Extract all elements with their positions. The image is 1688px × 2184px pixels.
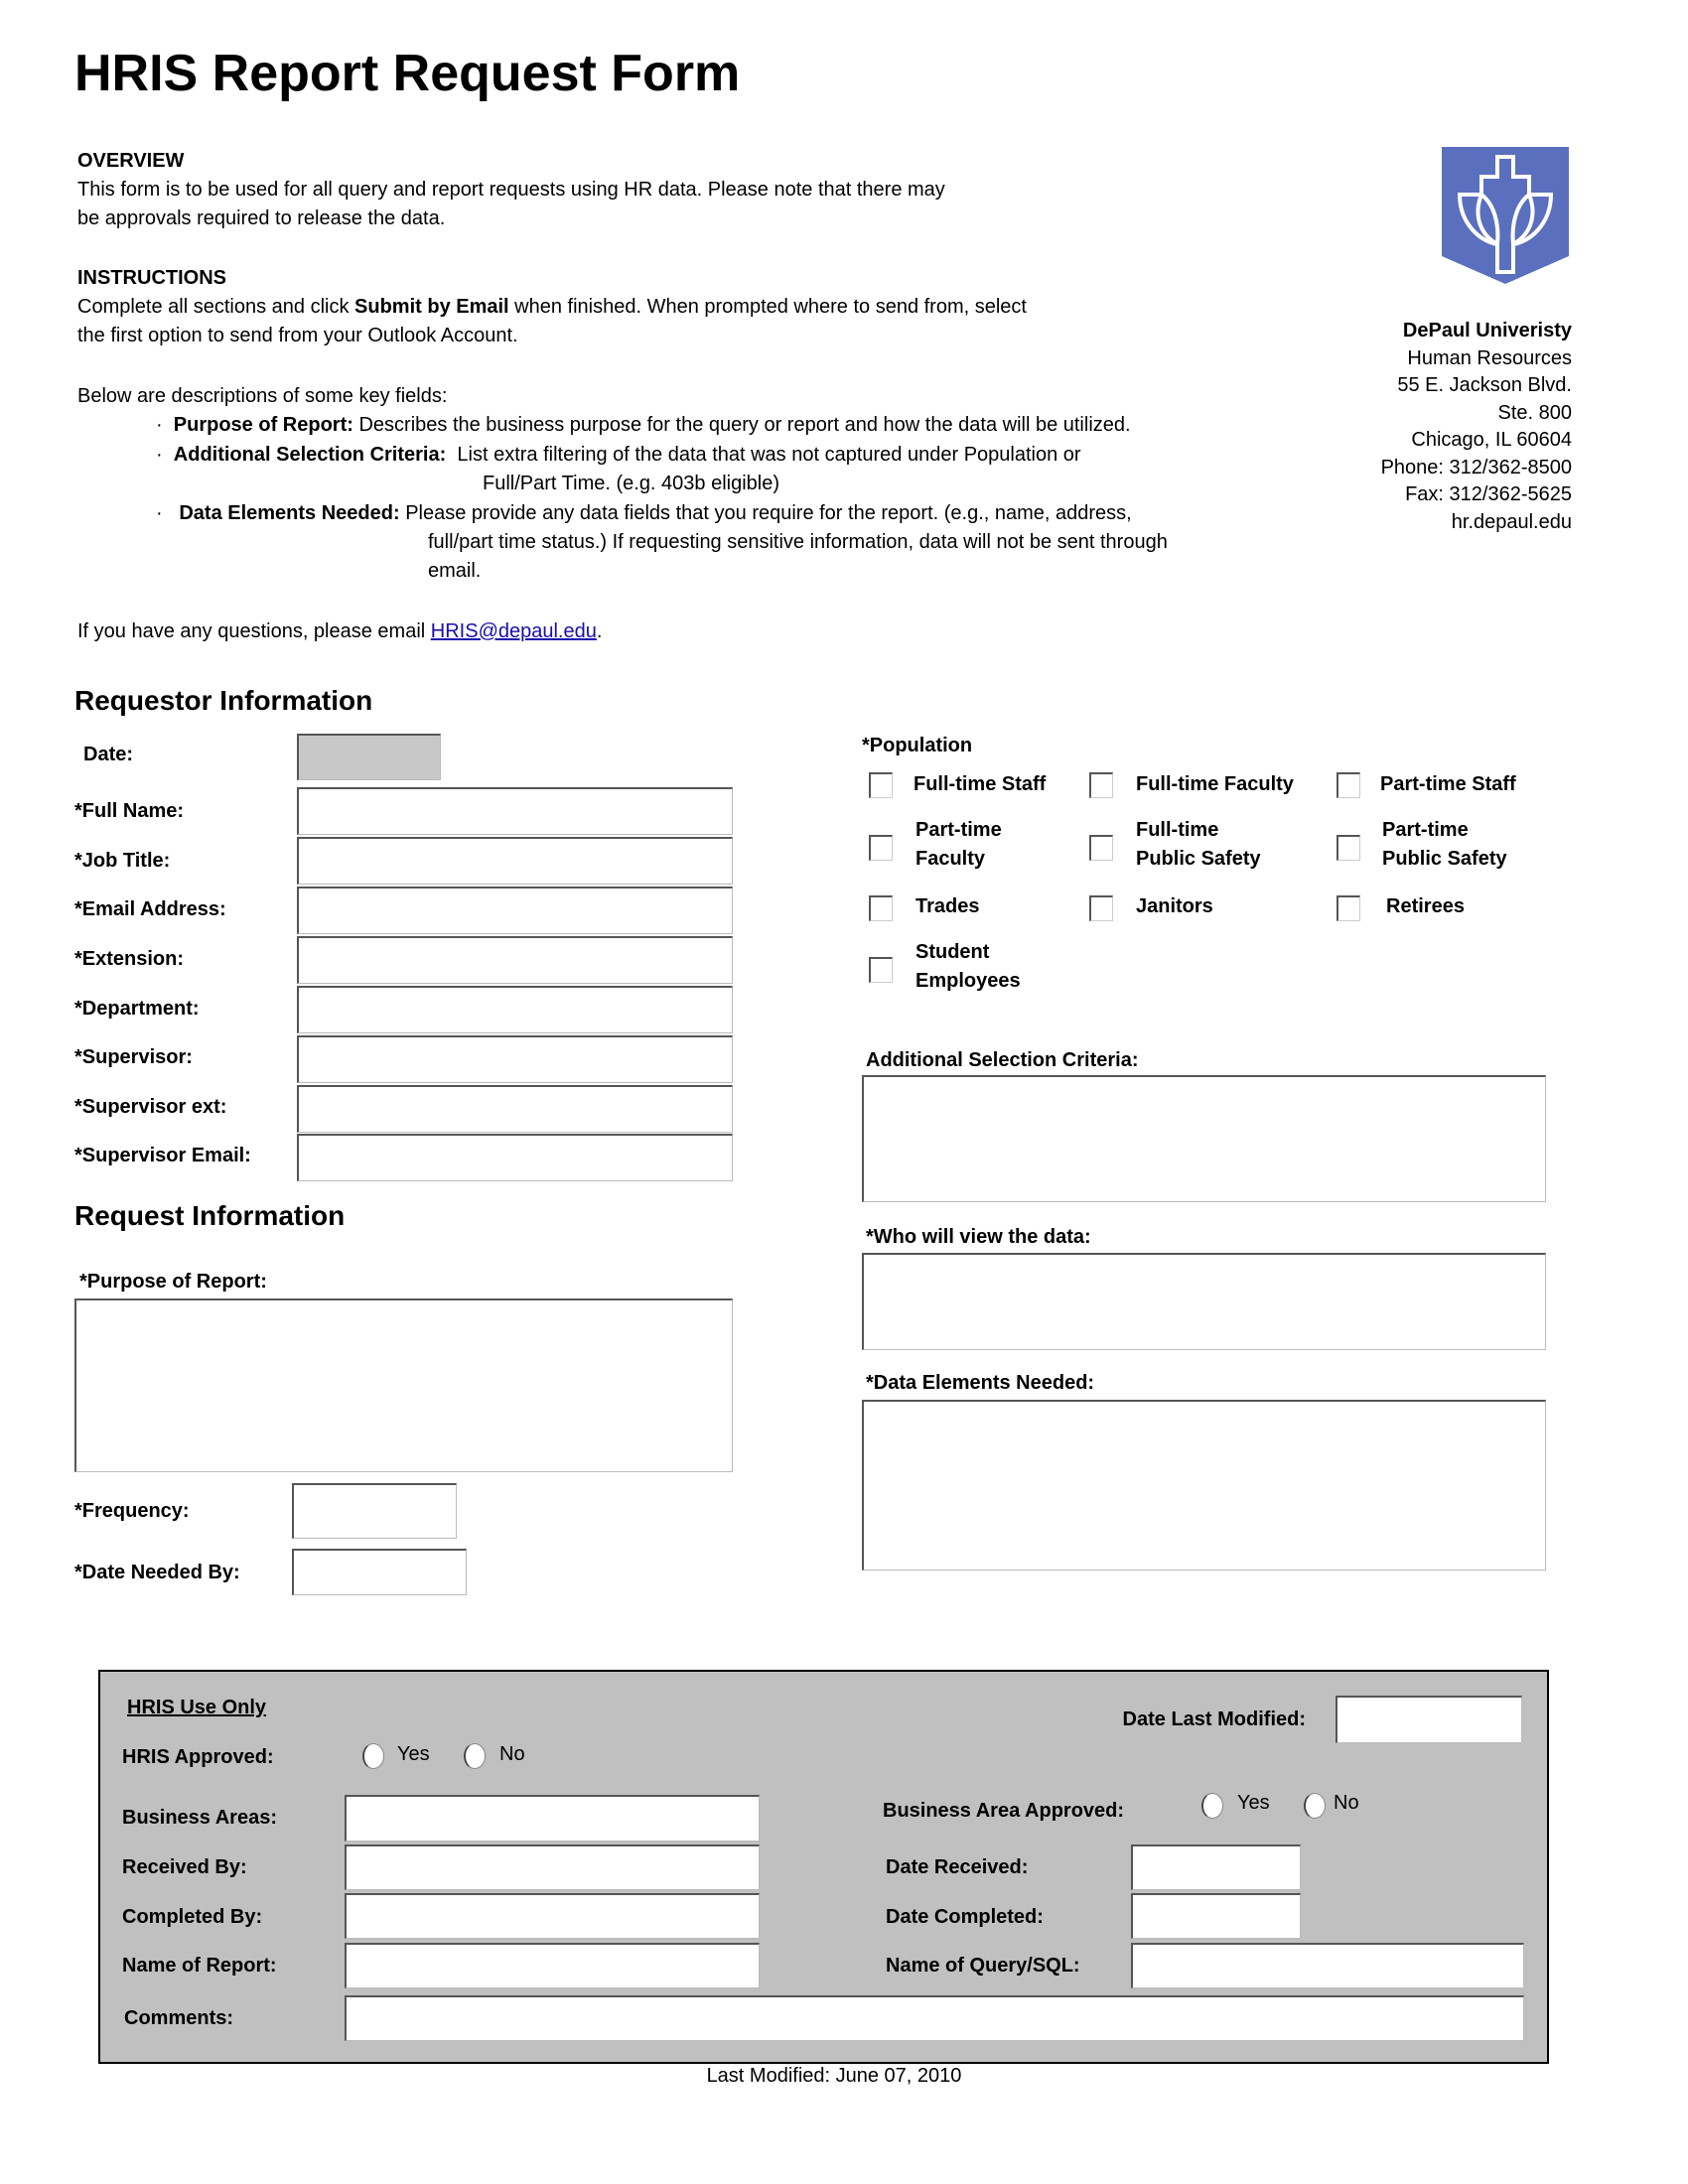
data-elements-field[interactable] xyxy=(862,1400,1546,1570)
business-areas-field[interactable] xyxy=(345,1795,760,1842)
bullet-label: Additional Selection Criteria: xyxy=(173,444,447,466)
bullet-text: Describes the business purpose for the query or report and how the data will be utilized. xyxy=(358,414,1131,436)
business-area-approved-no-radio[interactable] xyxy=(1304,1793,1326,1819)
checkbox-part-time-faculty[interactable] xyxy=(869,835,893,861)
date-last-modified-field[interactable] xyxy=(1336,1696,1522,1743)
bullet-text: Full/Part Time. (e.g. 403b eligible) xyxy=(483,473,780,494)
bullet-text: full/part time status.) If requesting sensitive information, data will not be sent through xyxy=(428,531,1168,553)
key-fields-intro: Below are descriptions of some key fields: xyxy=(77,385,448,407)
phone: Phone: 312/362-8500 xyxy=(1380,456,1572,478)
radio-label: No xyxy=(1334,1792,1359,1814)
checkbox-full-time-public-safety[interactable] xyxy=(1089,835,1113,861)
label-line: Faculty xyxy=(915,848,986,870)
checkbox-label: Full-time Faculty xyxy=(1136,773,1294,795)
submit-by-email-text: Submit by Email xyxy=(354,296,509,318)
label-line: Public Safety xyxy=(1136,848,1261,870)
population-label: *Population xyxy=(862,735,973,756)
suite: Ste. 800 xyxy=(1497,401,1572,424)
received-by-label: Received By: xyxy=(122,1856,247,1878)
dept-name: Human Resources xyxy=(1407,346,1572,369)
website: hr.depaul.edu xyxy=(1451,510,1572,533)
full-name-label: *Full Name: xyxy=(74,800,185,822)
date-received-label: Date Received: xyxy=(886,1856,1029,1878)
hris-heading: HRIS Use Only xyxy=(127,1697,267,1718)
department-field[interactable] xyxy=(297,986,733,1033)
text: when finished. When prompted where to send from, select xyxy=(508,296,1027,318)
label-line: Full-time xyxy=(1136,819,1219,841)
supervisor-label: *Supervisor: xyxy=(74,1046,193,1068)
date-field[interactable] xyxy=(297,734,441,780)
supervisor-field[interactable] xyxy=(297,1035,733,1083)
name-of-report-label: Name of Report: xyxy=(122,1955,277,1977)
last-modified-footer: Last Modified: June 07, 2010 xyxy=(706,2065,962,2087)
label-line: Part-time xyxy=(915,819,1002,841)
email-field[interactable] xyxy=(297,887,733,934)
checkbox-label xyxy=(915,816,1002,874)
label-line: Part-time xyxy=(1382,819,1469,841)
checkbox-label xyxy=(915,938,1021,996)
street: 55 E. Jackson Blvd. xyxy=(1397,374,1572,396)
date-needed-label: *Date Needed By: xyxy=(74,1562,240,1583)
name-of-report-field[interactable] xyxy=(345,1943,760,1988)
checkbox-janitors[interactable] xyxy=(1089,895,1113,921)
supervisor-email-field[interactable] xyxy=(297,1134,733,1181)
instructions-text: the first option to send from your Outlook Account. xyxy=(77,325,518,346)
bullet-data-elements: · Data Elements Needed: Please provide any data fields that you require for the report. (e.g., name, address, xyxy=(156,502,1132,524)
label-line: Public Safety xyxy=(1382,848,1507,870)
depaul-logo-icon xyxy=(1440,145,1571,286)
completed-by-field[interactable] xyxy=(345,1893,760,1939)
bullet-text: email. xyxy=(428,560,482,582)
date-label: Date: xyxy=(83,744,134,765)
checkbox-label: Trades xyxy=(915,895,980,917)
org-name: DePaul Univeristy xyxy=(1402,320,1572,341)
instructions-text xyxy=(77,293,1027,322)
frequency-field[interactable] xyxy=(292,1483,457,1539)
supervisor-email-label: *Supervisor Email: xyxy=(74,1145,251,1166)
checkbox-part-time-public-safety[interactable] xyxy=(1336,835,1360,861)
checkbox-label: Retirees xyxy=(1386,895,1465,917)
hris-approved-label: HRIS Approved: xyxy=(122,1746,274,1768)
full-name-field[interactable] xyxy=(297,787,733,835)
checkbox-label: Janitors xyxy=(1136,895,1213,917)
checkbox-label xyxy=(1136,816,1261,874)
overview-text: be approvals required to release the data. xyxy=(77,207,446,229)
job-title-field[interactable] xyxy=(297,837,733,885)
checkbox-retirees[interactable] xyxy=(1336,895,1360,921)
bullet-criteria: · Additional Selection Criteria: List extra filtering of the data that was not captured under Population or xyxy=(156,444,1081,466)
job-title-label: *Job Title: xyxy=(74,850,171,872)
business-areas-label: Business Areas: xyxy=(122,1807,277,1829)
text: Complete all sections and click xyxy=(77,296,355,318)
bullet-label: Purpose of Report: xyxy=(173,414,353,436)
requestor-heading: Requestor Information xyxy=(74,685,373,716)
date-received-field[interactable] xyxy=(1131,1844,1301,1890)
purpose-field[interactable] xyxy=(74,1298,733,1472)
received-by-field[interactable] xyxy=(345,1844,760,1890)
checkbox-trades[interactable] xyxy=(869,895,893,921)
checkbox-label: Full-time Staff xyxy=(914,773,1047,795)
checkbox-full-time-faculty[interactable] xyxy=(1089,772,1113,798)
who-views-label: *Who will view the data: xyxy=(866,1226,1091,1248)
questions-text xyxy=(77,617,602,646)
text: If you have any questions, please email xyxy=(77,620,431,642)
comments-field[interactable] xyxy=(345,1995,1524,2041)
frequency-label: *Frequency: xyxy=(74,1500,190,1522)
hris-approved-no-radio[interactable] xyxy=(464,1743,486,1769)
date-completed-field[interactable] xyxy=(1131,1893,1301,1939)
date-needed-field[interactable] xyxy=(292,1549,467,1595)
radio-label: Yes xyxy=(1237,1792,1270,1814)
business-area-approved-yes-radio[interactable] xyxy=(1201,1793,1223,1819)
checkbox-part-time-staff[interactable] xyxy=(1336,772,1360,798)
bullet-text: Please provide any data fields that you require for the report. (e.g., name, address, xyxy=(405,502,1132,524)
department-label: *Department: xyxy=(74,998,200,1020)
completed-by-label: Completed By: xyxy=(122,1906,263,1928)
who-views-field[interactable] xyxy=(862,1253,1546,1350)
purpose-label: *Purpose of Report: xyxy=(79,1271,267,1293)
name-of-query-field[interactable] xyxy=(1131,1943,1524,1988)
checkbox-label xyxy=(1382,816,1507,874)
supervisor-ext-field[interactable] xyxy=(297,1085,733,1133)
overview-heading: OVERVIEW xyxy=(77,150,185,172)
overview-text: This form is to be used for all query and report requests using HR data. Please note that there may xyxy=(77,179,945,201)
instructions-heading: INSTRUCTIONS xyxy=(77,267,226,289)
city: Chicago, IL 60604 xyxy=(1411,429,1572,451)
text: . xyxy=(596,620,603,642)
date-last-modified-label: Date Last Modified: xyxy=(1122,1708,1306,1730)
radio-label: No xyxy=(499,1743,525,1765)
checkbox-full-time-staff[interactable] xyxy=(869,772,893,798)
date-completed-label: Date Completed: xyxy=(886,1906,1044,1928)
comments-label: Comments: xyxy=(124,2007,234,2029)
data-elements-label: *Data Elements Needed: xyxy=(866,1372,1095,1394)
business-area-approved-label: Business Area Approved: xyxy=(883,1800,1125,1822)
hris-approved-yes-radio[interactable] xyxy=(362,1743,384,1769)
bullet-label: Data Elements Needed: xyxy=(179,502,400,524)
additional-criteria-field[interactable] xyxy=(862,1075,1546,1202)
hris-email-link[interactable]: HRIS@depaul.edu xyxy=(430,620,597,642)
additional-criteria-label: Additional Selection Criteria: xyxy=(866,1049,1139,1071)
checkbox-student-employees[interactable] xyxy=(869,957,893,983)
name-of-query-label: Name of Query/SQL: xyxy=(886,1955,1080,1977)
email-label: *Email Address: xyxy=(74,898,226,920)
request-heading: Request Information xyxy=(74,1200,346,1231)
fax: Fax: 312/362-5625 xyxy=(1405,483,1572,505)
page-title: HRIS Report Request Form xyxy=(74,45,741,102)
supervisor-ext-label: *Supervisor ext: xyxy=(74,1096,227,1118)
bullet-text: List extra filtering of the data that was not captured under Population or xyxy=(457,444,1081,466)
label-line: Employees xyxy=(915,970,1021,992)
bullet-purpose: · Purpose of Report: Describes the business purpose for the query or report and how the data will be utilized. xyxy=(156,414,1131,436)
extension-label: *Extension: xyxy=(74,948,185,970)
label-line: Student xyxy=(915,941,990,963)
checkbox-label: Part-time Staff xyxy=(1380,773,1516,795)
address-block xyxy=(1381,318,1572,536)
radio-label: Yes xyxy=(397,1743,430,1765)
extension-field[interactable] xyxy=(297,936,733,984)
